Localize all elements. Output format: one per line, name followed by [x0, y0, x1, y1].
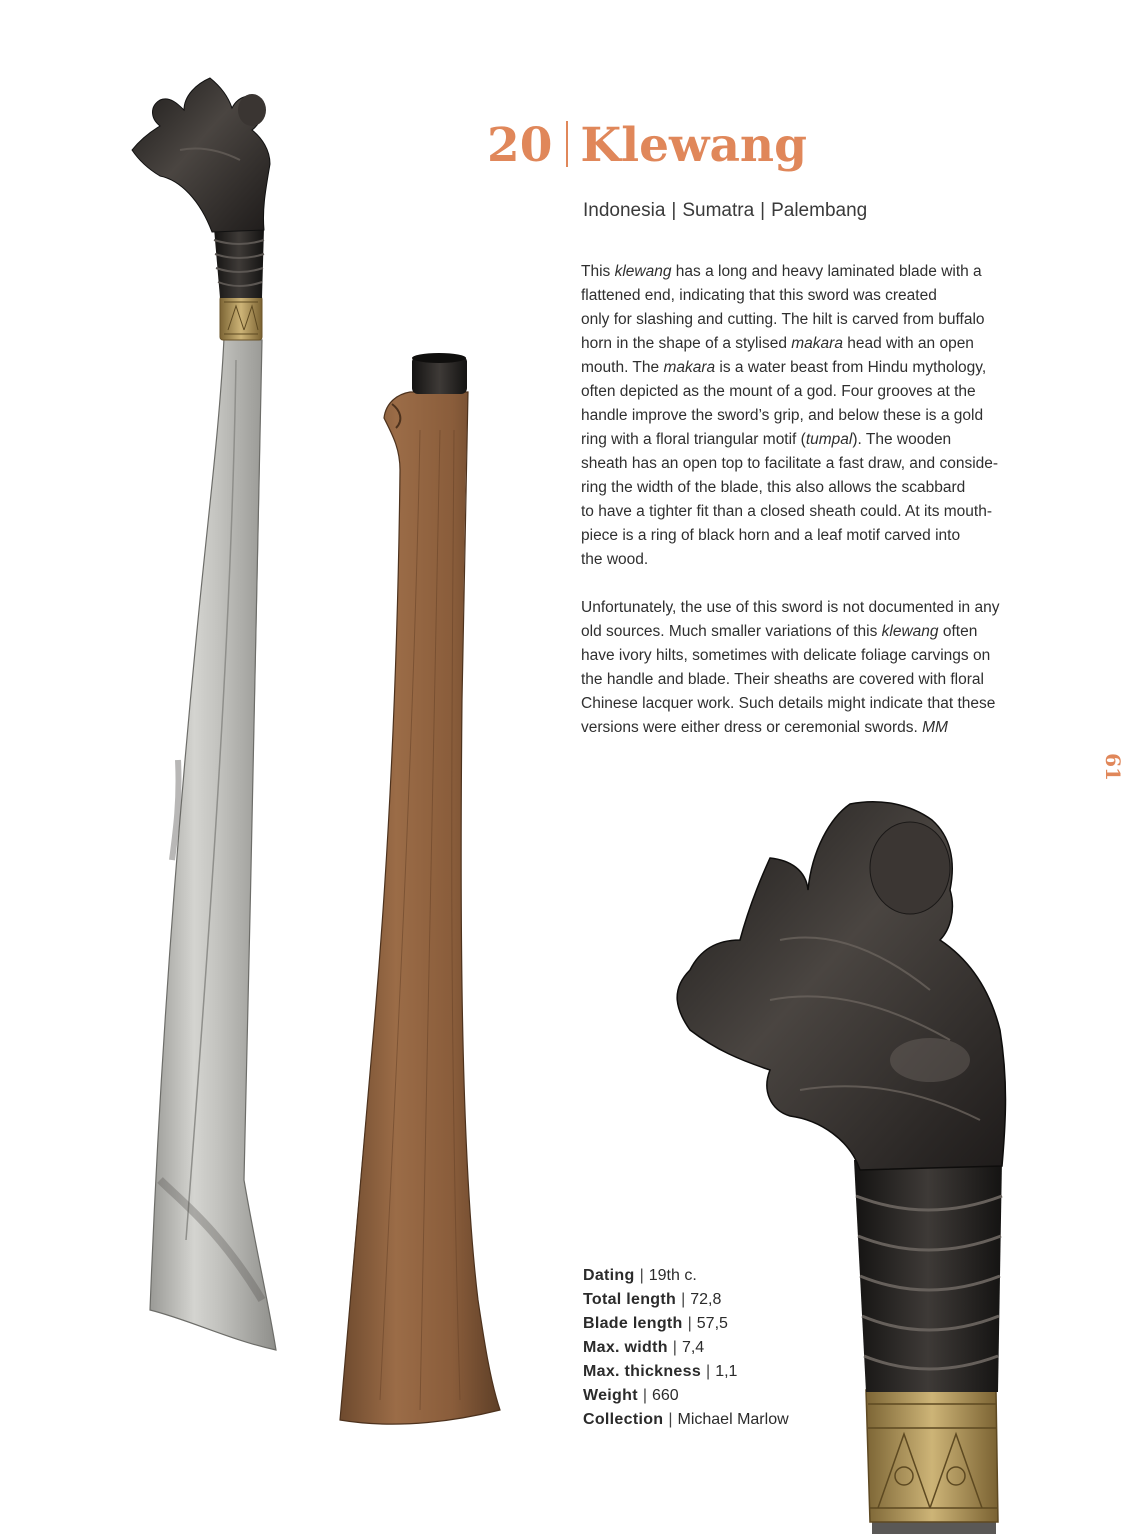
location-line: [583, 200, 867, 222]
text-run: handle improve the sword’s grip, and below these is a gold: [581, 407, 984, 424]
text-line: [581, 452, 1051, 476]
text-run: to have a tighter fit than a closed sheath could. At its mouth-: [581, 503, 992, 520]
text-run: often depicted as the mount of a god. Four grooves at the: [581, 383, 976, 400]
catalog-number: 20: [487, 118, 553, 173]
page-title: [487, 112, 807, 180]
italic-term: MM: [922, 719, 948, 736]
text-run: horn in the shape of a stylised: [581, 335, 792, 352]
location-country: Indonesia: [583, 200, 666, 221]
sheath-body: [340, 392, 500, 1424]
spec-row-max-thickness: Max. thickness | 1,1: [583, 1363, 738, 1380]
text-run: This: [581, 263, 615, 280]
text-line: [581, 524, 1051, 548]
text-line: [581, 356, 1051, 380]
title-separator: [566, 121, 568, 167]
text-run: have ivory hilts, sometimes with delicate foliage carvings on: [581, 647, 991, 664]
text-run: mouth. The: [581, 359, 664, 376]
location-city: Palembang: [771, 200, 868, 221]
text-line: [581, 260, 1051, 284]
spec-row-dating: Dating | 19th c.: [583, 1267, 697, 1284]
text-line: [581, 284, 1051, 308]
text-run: ). The wooden: [852, 431, 952, 448]
sword-gold-ring: [220, 296, 262, 340]
text-line: [581, 596, 1051, 620]
spec-row-collection: Collection | Michael Marlow: [583, 1411, 789, 1428]
text-run: head with an open: [842, 335, 974, 352]
text-line: [581, 308, 1051, 332]
text-line: [581, 332, 1051, 356]
text-line: [581, 548, 1051, 572]
text-run: Unfortunately, the use of this sword is not documented in any: [581, 599, 1000, 616]
text-run: ring the width of the blade, this also allows the scabbard: [581, 479, 966, 496]
text-run: ring with a floral triangular motif (: [581, 431, 806, 448]
text-run: the wood.: [581, 551, 649, 568]
text-run: often: [938, 623, 978, 640]
italic-term: makara: [663, 359, 716, 376]
text-line: [581, 380, 1051, 404]
italic-term: makara: [791, 335, 843, 352]
sword-blade: [150, 338, 276, 1350]
text-run: the handle and blade. Their sheaths are covered with floral: [581, 671, 984, 688]
spec-row-max-width: Max. width | 7,4: [583, 1339, 705, 1356]
text-run: Chinese lacquer work. Such details might indicate that these: [581, 695, 996, 712]
text-line: [581, 404, 1051, 428]
description-paragraph-2: [581, 596, 1051, 740]
text-run: only for slashing and cutting. The hilt is carved from buffalo: [581, 311, 985, 328]
location-separator: |: [760, 200, 766, 221]
sword-grip: [214, 228, 264, 298]
text-run: versions were either dress or ceremonial swords.: [581, 719, 923, 736]
text-line: [581, 644, 1051, 668]
sheath-illustration: [340, 353, 500, 1424]
spec-row-weight: Weight | 660: [583, 1387, 679, 1404]
paragraph-gap: [581, 572, 1051, 596]
text-line: [581, 716, 1051, 740]
location-island: Sumatra: [682, 200, 755, 221]
hilt-detail-grip: [854, 1160, 1002, 1392]
text-line: [581, 668, 1051, 692]
description-paragraph-1: [581, 260, 1051, 572]
text-run: piece is a ring of black horn and a leaf motif carved into: [581, 527, 961, 544]
text-line: [581, 428, 1051, 452]
specifications: [583, 1264, 789, 1432]
text-run: has a long and heavy laminated blade with a: [671, 263, 982, 280]
text-line: [581, 692, 1051, 716]
italic-term: klewang: [614, 263, 672, 280]
text-run: sheath has an open top to facilitate a fast draw, and conside-: [581, 455, 999, 472]
text-run: old sources. Much smaller variations of this: [581, 623, 882, 640]
text-line: [581, 500, 1051, 524]
page-number: 61: [1101, 753, 1125, 781]
italic-term: klewang: [881, 623, 939, 640]
hilt-detail-head: [677, 802, 1005, 1170]
text-run: is a water beast from Hindu mythology,: [715, 359, 987, 376]
text-run: flattened end, indicating that this sword was created: [581, 287, 937, 304]
text-line: [581, 620, 1051, 644]
object-name: Klewang: [580, 118, 807, 173]
spec-row-total-length: Total length | 72,8: [583, 1291, 722, 1308]
text-line: [581, 476, 1051, 500]
description: [581, 260, 1051, 740]
location-separator: |: [671, 200, 677, 221]
italic-term: tumpal: [805, 431, 853, 448]
spec-row-blade-length: Blade length | 57,5: [583, 1315, 728, 1332]
sword-illustration: [132, 78, 276, 1350]
